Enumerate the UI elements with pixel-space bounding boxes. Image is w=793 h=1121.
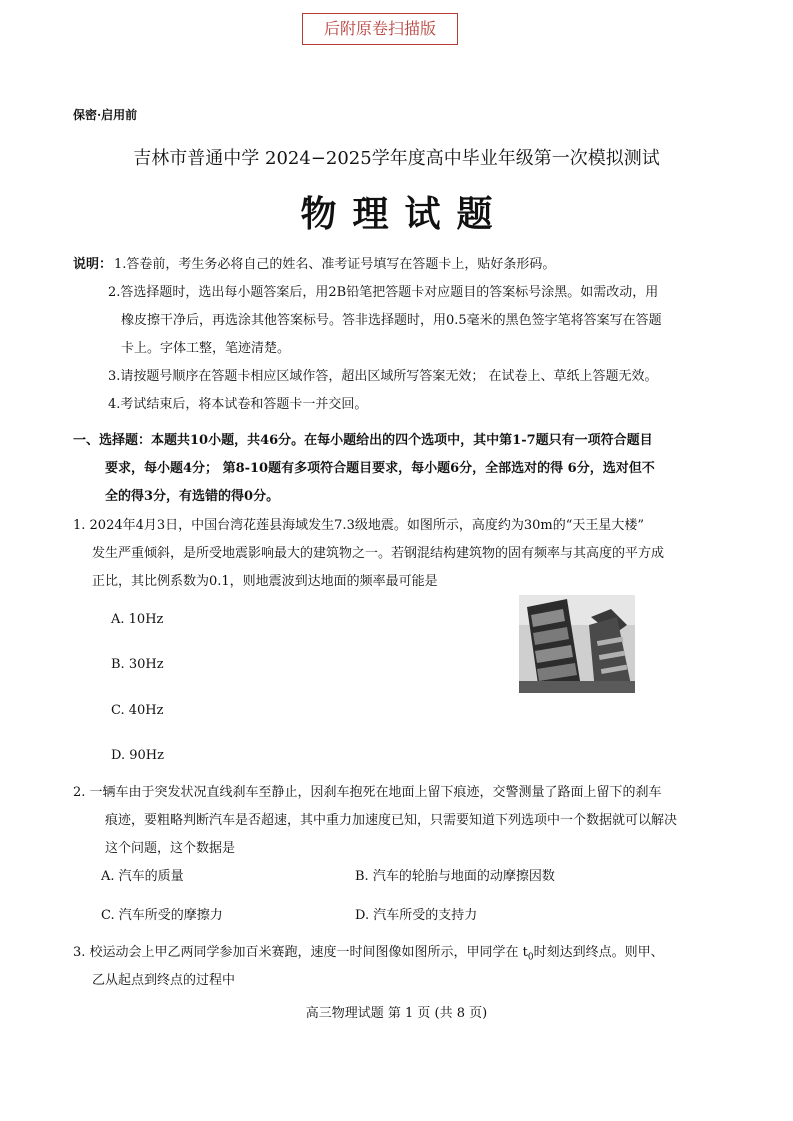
question-2-line: 这个问题，这个数据是 [105,841,236,856]
question-2-line: 痕迹，要粗略判断汽车是否超速，其中重力加速度已知，只需要知道下列选项中一个数据就可以解决 [105,813,678,828]
q2-option-d: D. 汽车所受的支持力 [355,908,478,923]
question-3-line [73,945,664,966]
instruction-line: 2.答选择题时，选出每小题答案后，用2B铅笔把答题卡对应题目的答案标号涂黑。如需改动，用 [108,285,659,300]
question-1-line: 正比，其比例系数为0.1，则地震波到达地面的频率最可能是 [92,574,438,589]
section-heading: 全的得3分，有选错的得0分。 [105,489,280,504]
instruction-line: 3.请按题号顺序在答题卡相应区域作答，超出区域所写答案无效； 在试卷上、草纸上答题无效。 [108,369,658,384]
q2-option-a: A. 汽车的质量 [101,869,184,884]
q1-option-c: C. 40Hz [111,703,164,718]
q3-text-start: 3. 校运动会上甲乙两同学参加百米赛跑，速度一时间图像如图所示，甲同学在 t [73,945,528,960]
q1-option-d: D. 90Hz [111,748,164,763]
tilted-building-photo [519,595,635,693]
instruction-line: 橡皮擦干净后，再选涂其他答案标号。答非选择题时，用0.5毫米的黑色签字笔将答案写在答题 [121,313,662,328]
exam-subtitle: 吉林市普通中学 2024−2025学年度高中毕业年级第一次模拟测试 [133,148,660,169]
scan-notice-stamp: 后附原卷扫描版 [302,13,458,45]
question-2-line: 2. 一辆车由于突发状况直线刹车至静止，因刹车抱死在地面上留下痕迹，交警测量了路面上留下的刹车 [73,785,662,800]
q3-text-end: 时刻达到终点。则甲、 [533,945,664,960]
section-heading: 一、选择题：本题共10小题，共46分。在每小题给出的四个选项中，其中第1-7题只有一项符合题目 [73,433,653,448]
instruction-line: 4.考试结束后，将本试卷和答题卡一并交回。 [108,397,368,412]
confidential-label: 保密·启用前 [73,108,138,122]
question-1-line: 1. 2024年4月3日，中国台湾花莲县海域发生7.3级地震。如图所示，高度约为30m的“天王星大楼” [73,518,644,533]
instruction-line: 1.答卷前，考生务必将自己的姓名、准考证号填写在答题卡上，贴好条形码。 [114,257,556,272]
q2-option-b: B. 汽车的轮胎与地面的动摩擦因数 [355,869,555,884]
instructions-label: 说明： [73,257,113,272]
question-3-line: 乙从起点到终点的过程中 [92,973,236,988]
page-footer: 高三物理试题 第 1 页 (共 8 页) [305,1006,488,1021]
q3-subscript: 0 [527,952,534,963]
section-heading: 要求，每小题4分； 第8-10题有多项符合题目要求，每小题6分，全部选对的得 6分，选对但不 [105,461,655,476]
page-title: 物理试题 [300,193,509,235]
q1-option-b: B. 30Hz [111,657,164,672]
q2-option-c: C. 汽车所受的摩擦力 [101,908,223,923]
instruction-line: 卡上。字体工整，笔迹清楚。 [121,341,291,356]
q1-option-a: A. 10Hz [111,612,164,627]
question-1-line: 发生严重倾斜，是所受地震影响最大的建筑物之一。若钢混结构建筑物的固有频率与其高度的平方成 [92,546,665,561]
building-image [519,595,635,693]
